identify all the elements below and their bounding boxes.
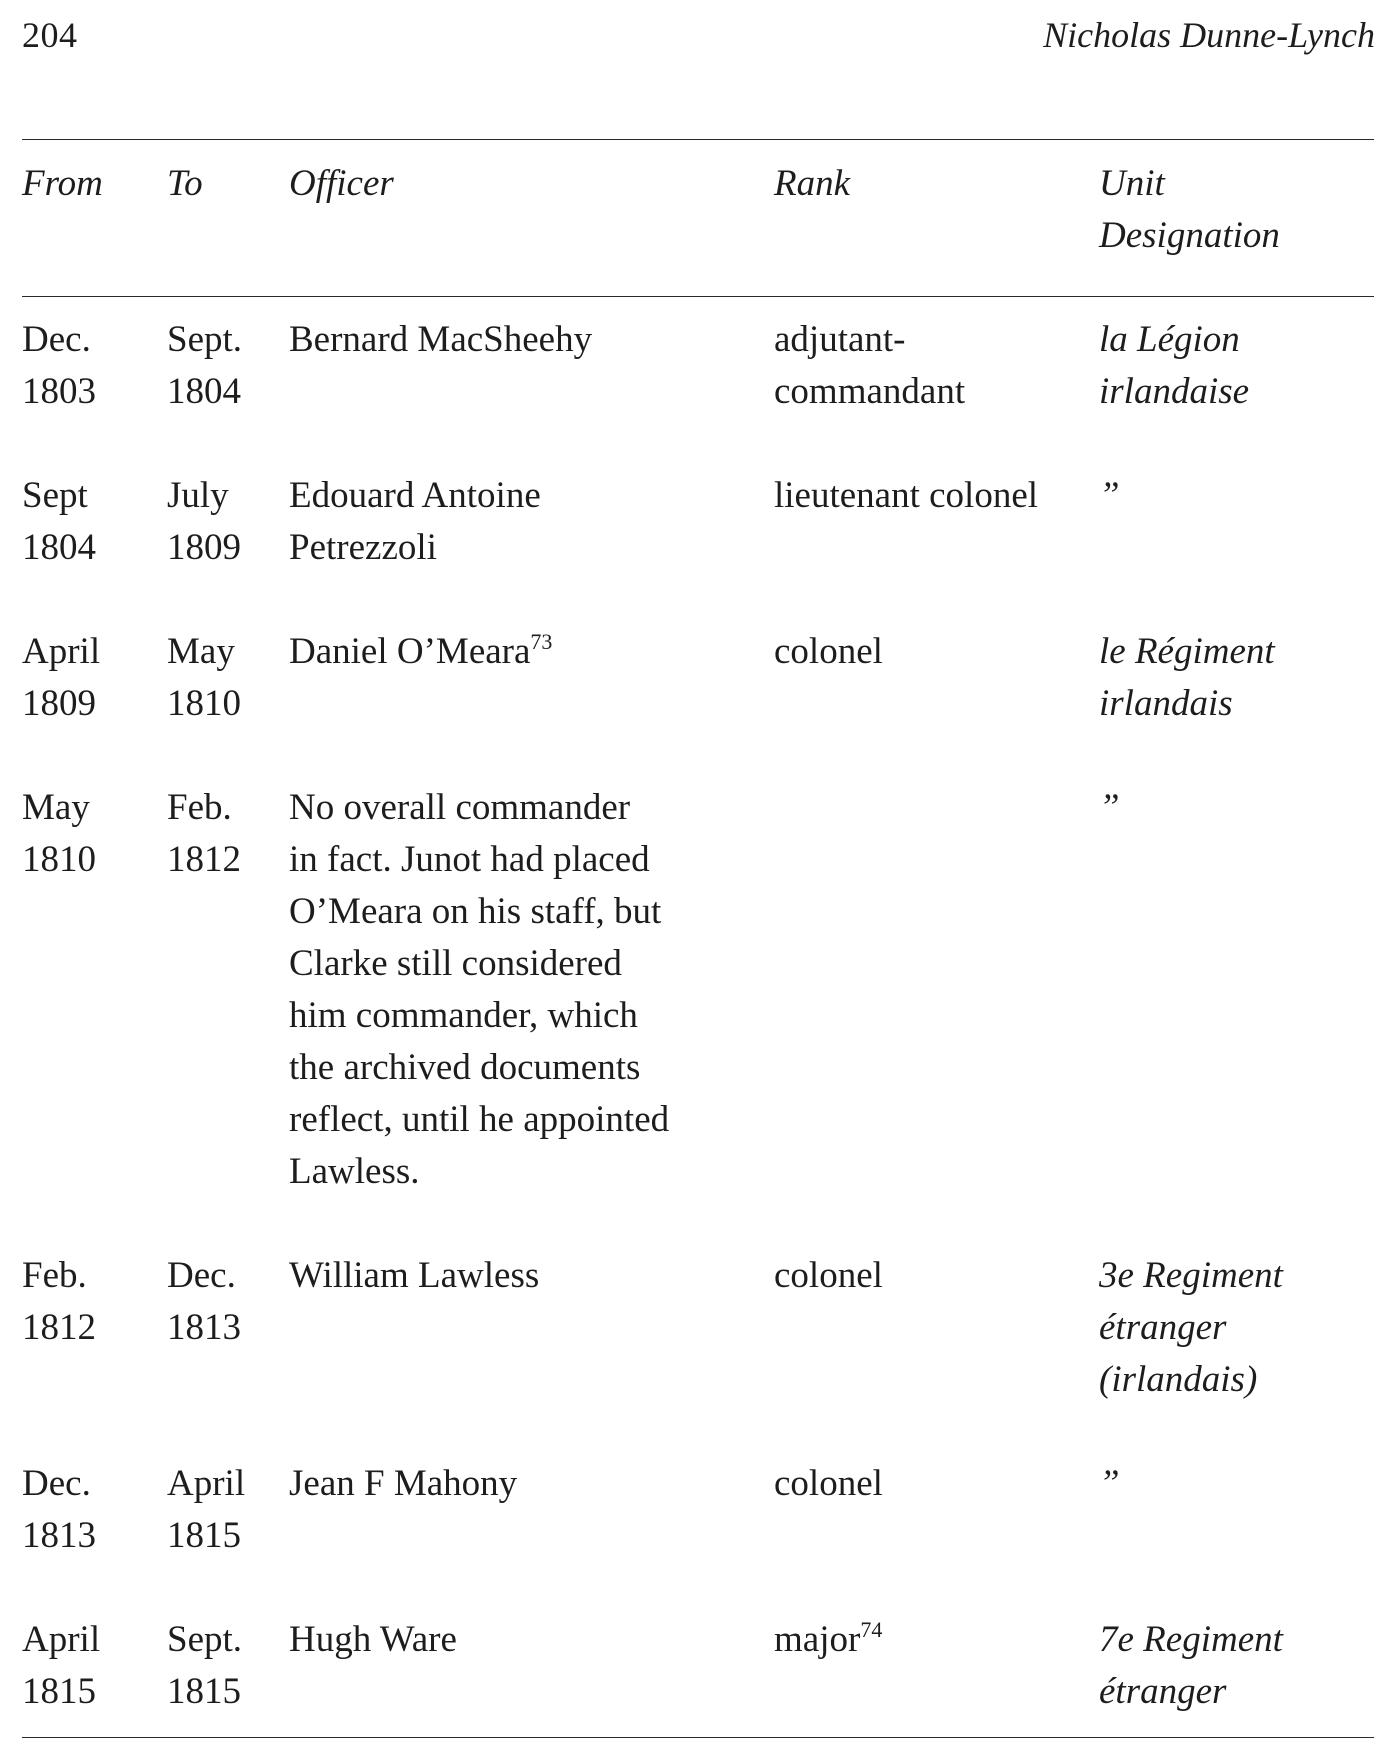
cell-unit [1099, 470, 1120, 522]
unit-line: 7e Regiment [1099, 1619, 1283, 1660]
from-line: April [22, 631, 101, 672]
cell-to [167, 470, 241, 574]
unit-line: la Légion [1099, 319, 1240, 360]
to-line: 1804 [167, 371, 241, 412]
from-line: Sept [22, 475, 88, 516]
cell-officer [289, 1614, 457, 1666]
from-line: Dec. [22, 319, 91, 360]
officer-line: Lawless. [289, 1151, 420, 1192]
unit-line: ” [1099, 1463, 1120, 1504]
officer-line: in fact. Junot had placed [289, 839, 650, 880]
cell-from [22, 1458, 96, 1562]
cell-rank [774, 314, 965, 418]
to-line: April [167, 1463, 246, 1504]
cell-unit [1099, 782, 1120, 834]
unit-line: étranger [1099, 1671, 1227, 1712]
cell-to [167, 626, 241, 730]
unit-line: (irlandais) [1099, 1359, 1258, 1400]
officer-line: William Lawless [289, 1255, 540, 1296]
rank-line: colonel [774, 631, 883, 672]
officer-line: Jean F Mahony [289, 1463, 518, 1504]
officer-line: Bernard MacSheehy [289, 319, 593, 360]
to-line: 1809 [167, 527, 241, 568]
from-line: May [22, 787, 90, 828]
rank-line: colonel [774, 1463, 883, 1504]
from-line: 1809 [22, 683, 96, 724]
from-line: 1810 [22, 839, 96, 880]
rank-line: colonel [774, 1255, 883, 1296]
footnote-ref: 74 [860, 1617, 883, 1642]
cell-from [22, 782, 96, 886]
to-line: 1810 [167, 683, 241, 724]
header-unit-line1: Unit [1099, 163, 1165, 204]
cell-from [22, 470, 96, 574]
from-line: April [22, 1619, 101, 1660]
cell-officer [289, 470, 541, 574]
officer-line: Edouard Antoine [289, 475, 541, 516]
from-line: 1812 [22, 1307, 96, 1348]
cell-unit [1099, 626, 1275, 730]
from-line: 1813 [22, 1515, 96, 1556]
from-line: Dec. [22, 1463, 91, 1504]
to-line: Feb. [167, 787, 232, 828]
to-line: 1813 [167, 1307, 241, 1348]
unit-line: le Régiment [1099, 631, 1275, 672]
officer-line: O’Meara on his staff, but [289, 891, 662, 932]
header-unit [1099, 158, 1280, 262]
table-bottom-rule [22, 1737, 1374, 1738]
rank-line: commandant [774, 371, 966, 412]
table-header-rule [22, 296, 1374, 297]
cell-officer [289, 626, 552, 678]
header-to: To [167, 163, 203, 204]
running-head: Nicholas Dunne-Lynch [1043, 15, 1375, 55]
cell-to [167, 1458, 245, 1562]
rank-line: adjutant- [774, 319, 906, 360]
from-line: 1803 [22, 371, 96, 412]
to-line: Sept. [167, 1619, 243, 1660]
officer-line: No overall commander [289, 787, 631, 828]
cell-from [22, 626, 100, 730]
cell-to [167, 1250, 241, 1354]
officer-line: Clarke still considered [289, 943, 622, 984]
unit-line: irlandais [1099, 683, 1233, 724]
cell-rank [774, 1250, 883, 1302]
footnote-ref: 73 [530, 629, 553, 654]
rank-line: major [774, 1619, 861, 1660]
to-line: Sept. [167, 319, 243, 360]
to-line: July [167, 475, 229, 516]
header-officer: Officer [289, 163, 394, 204]
cell-officer [289, 782, 669, 1198]
page-number: 204 [22, 15, 78, 55]
unit-line: ” [1099, 475, 1120, 516]
unit-line: ” [1099, 787, 1120, 828]
officer-line: him commander, which [289, 995, 638, 1036]
cell-officer [289, 314, 592, 366]
officer-line: Daniel O’Meara [289, 631, 531, 672]
header-from: From [22, 163, 103, 204]
unit-line: irlandaise [1099, 371, 1250, 412]
rank-line: lieutenant colonel [774, 475, 1039, 516]
cell-to [167, 1614, 242, 1718]
cell-rank [774, 626, 883, 678]
cell-officer [289, 1458, 517, 1510]
cell-unit [1099, 314, 1249, 418]
cell-rank [774, 1614, 882, 1666]
cell-from [22, 314, 96, 418]
unit-line: étranger [1099, 1307, 1227, 1348]
cell-unit [1099, 1614, 1283, 1718]
officer-line: Petrezzoli [289, 527, 437, 568]
cell-from [22, 1614, 100, 1718]
header-rank: Rank [774, 163, 851, 204]
cell-officer [289, 1250, 539, 1302]
cell-unit [1099, 1458, 1120, 1510]
to-line: 1812 [167, 839, 241, 880]
cell-rank [774, 470, 1038, 522]
unit-line: 3e Regiment [1099, 1255, 1283, 1296]
cell-from [22, 1250, 96, 1354]
officer-line: Hugh Ware [289, 1619, 457, 1660]
table-top-rule [22, 139, 1374, 140]
from-line: Feb. [22, 1255, 87, 1296]
cell-to [167, 314, 242, 418]
from-line: 1804 [22, 527, 96, 568]
officer-line: reflect, until he appointed [289, 1099, 670, 1140]
cell-unit [1099, 1250, 1283, 1406]
to-line: 1815 [167, 1515, 241, 1556]
cell-to [167, 782, 241, 886]
to-line: 1815 [167, 1671, 241, 1712]
from-line: 1815 [22, 1671, 96, 1712]
officer-line: the archived documents [289, 1047, 641, 1088]
header-unit-line2: Designation [1099, 215, 1280, 256]
to-line: May [167, 631, 235, 672]
to-line: Dec. [167, 1255, 236, 1296]
cell-rank [774, 1458, 883, 1510]
